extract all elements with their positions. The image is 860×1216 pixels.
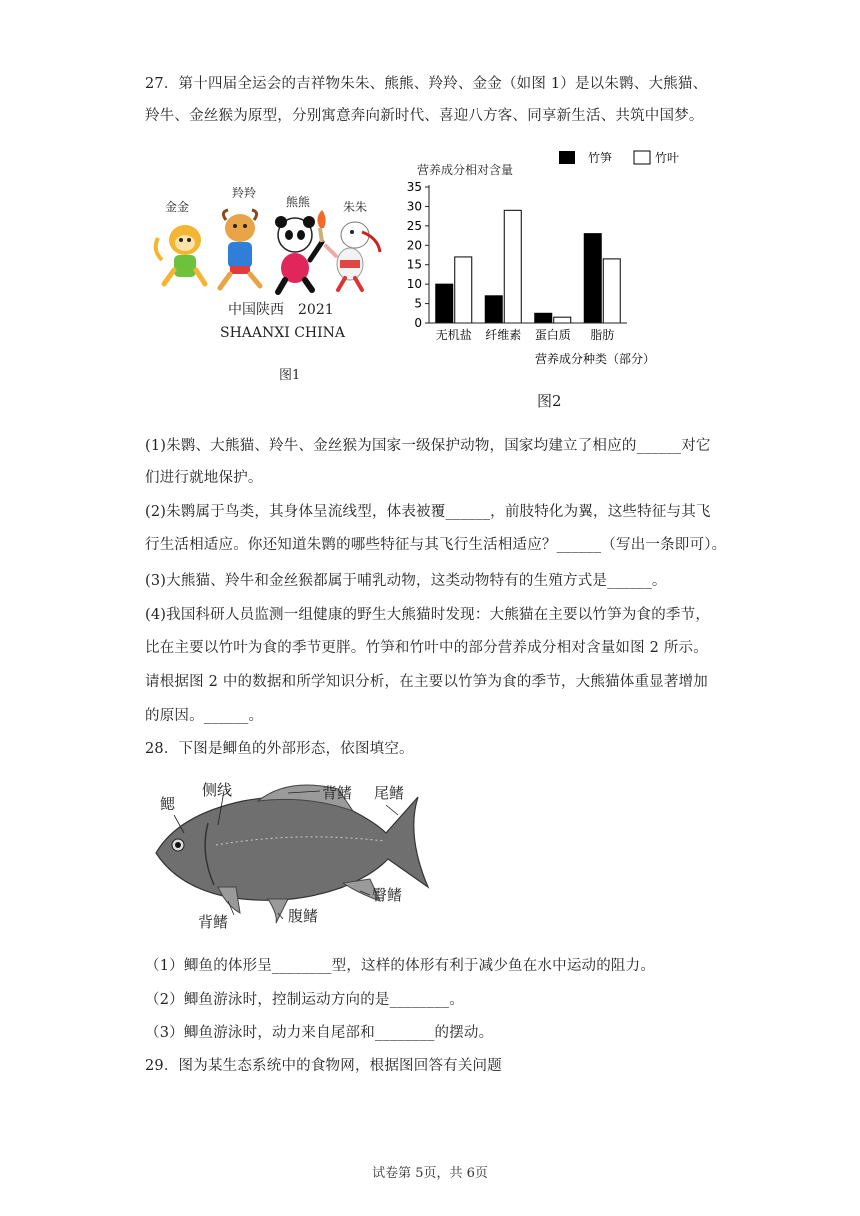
- q27-sub-4a: (4)我国科研人员监测一组健康的野生大熊猫时发现：大熊猫在主要以竹笋为食的季节，: [145, 607, 711, 623]
- bar-bamboo-leaf: [603, 259, 620, 323]
- q27-sub-4b: 比在主要以竹叶为食的季节更胖。竹笋和竹叶中的部分营养成分相对含量如图 2 所示。: [145, 640, 708, 656]
- x-category-label: 蛋白质: [534, 328, 571, 342]
- bar-bamboo-leaf: [554, 317, 571, 323]
- x-axis-label: 营养成分种类（部分）: [535, 352, 656, 366]
- q27-stem-line-2: 羚牛、金丝猴为原型，分别寓意奔向新时代、喜迎八方客、同享新生活、共筑中国梦。: [145, 108, 704, 124]
- label-gill: 鳃: [160, 795, 176, 813]
- chart-title: 营养成分相对含量: [417, 163, 514, 177]
- y-tick-label: 25: [406, 218, 422, 233]
- mascot-lingling-image: [220, 210, 260, 288]
- q27-sub-1a: (1)朱鹮、大熊猫、羚牛、金丝猴为国家一级保护动物，国家均建立了相应的______对它: [145, 438, 711, 454]
- q27-sub-2b: 行生活相适应。你还知道朱鹮的哪些特征与其飞行生活相适应？______（写出一条即可）。: [145, 537, 727, 553]
- mascot-name-zhuzhu: 朱朱: [343, 200, 368, 214]
- legend-swatch-bamboo-shoot: [559, 151, 575, 164]
- figure-1-caption: 图1: [279, 368, 301, 383]
- figure-2-caption: 图2: [537, 392, 562, 410]
- bar-bamboo-leaf: [455, 257, 472, 323]
- legend-label-bamboo-leaf: 竹叶: [655, 151, 680, 165]
- fish-pectoral-fin-shape: [218, 887, 240, 913]
- label-pectoral-fin: 背鳍: [198, 913, 229, 931]
- x-category-label: 纤维素: [485, 328, 522, 342]
- label-tail-fin: 尾鳍: [374, 784, 405, 802]
- x-category-label: 脂肪: [590, 328, 615, 342]
- label-pelvic-fin: 腹鳍: [288, 907, 319, 925]
- q27-sub-1b: 们进行就地保护。: [145, 470, 263, 486]
- mascot-name-lingling: 羚羚: [232, 186, 257, 200]
- figure-1-location-year: 中国陕西 2021: [228, 302, 334, 318]
- q28-sub-1: （1）鲫鱼的体形呈________型，这样的体形有利于减少鱼在水中运动的阻力。: [145, 958, 656, 974]
- y-tick-label: 0: [414, 316, 422, 330]
- bar-bamboo-shoot: [436, 284, 453, 323]
- x-category-label: 无机盐: [435, 328, 472, 342]
- q27-stem-line-1: 27．第十四届全运会的吉祥物朱朱、熊熊、羚羚、金金（如图 1）是以朱鹮、大熊猫、: [145, 76, 708, 92]
- figure-2-bar-chart: [395, 140, 700, 376]
- bar-bamboo-shoot: [535, 313, 552, 323]
- fish-eye: [175, 842, 181, 848]
- q28-sub-2: （2）鲫鱼游泳时，控制运动方向的是________。: [145, 992, 464, 1008]
- y-tick-label: 15: [406, 257, 422, 272]
- q28-sub-3: （3）鲫鱼游泳时，动力来自尾部和________的摆动。: [145, 1025, 494, 1041]
- figure-crucian-carp: [148, 775, 438, 940]
- bar-bamboo-shoot: [485, 296, 502, 323]
- fish-pelvic-fin-shape: [268, 899, 288, 923]
- mascot-name-jinjin: 金金: [165, 200, 190, 214]
- q27-sub-4d: 的原因。______。: [145, 708, 264, 724]
- bar-bamboo-shoot: [584, 234, 601, 323]
- mascot-zhuzhu-image: [326, 222, 380, 290]
- q27-sub-3: (3)大熊猫、羚牛和金丝猴都属于哺乳动物，这类动物特有的生殖方式是______。: [145, 573, 667, 589]
- q28-intro: 28．下图是鲫鱼的外部形态，依图填空。: [145, 741, 414, 757]
- y-tick-label: 20: [406, 238, 422, 253]
- y-tick-label: 30: [406, 199, 422, 214]
- y-tick-label: 35: [406, 180, 422, 194]
- bar-bamboo-leaf: [504, 210, 521, 323]
- legend-label-bamboo-shoot: 竹笋: [588, 151, 613, 165]
- figure-1-shaanxi-china: SHAANXI CHINA: [220, 325, 346, 341]
- mascot-name-xiongxiong: 熊熊: [286, 195, 311, 209]
- q27-sub-2a: (2)朱鹮属于鸟类，其身体呈流线型，体表被覆______，前肢特化为翼，这些特征与其飞: [145, 504, 711, 520]
- q27-sub-4c: 请根据图 2 中的数据和所学知识分析，在主要以竹笋为食的季节，大熊猫体重显著增加: [145, 674, 708, 690]
- label-anal-fin: 臀鳍: [372, 886, 403, 904]
- label-dorsal-fin: 背鳍: [322, 784, 353, 802]
- y-tick-label: 5: [414, 296, 422, 311]
- mascot-jinjin-image: [156, 225, 205, 284]
- page-footer: 试卷第 5页，共 6页: [372, 1166, 488, 1181]
- mascot-xiongxiong-image: [275, 210, 326, 292]
- legend-swatch-bamboo-leaf: [634, 151, 650, 164]
- y-tick-label: 10: [406, 277, 422, 292]
- q29-intro: 29．图为某生态系统中的食物网，根据图回答有关问题: [145, 1058, 502, 1074]
- label-lateral-line: 侧线: [202, 781, 233, 799]
- figure-1-mascots: [150, 180, 385, 345]
